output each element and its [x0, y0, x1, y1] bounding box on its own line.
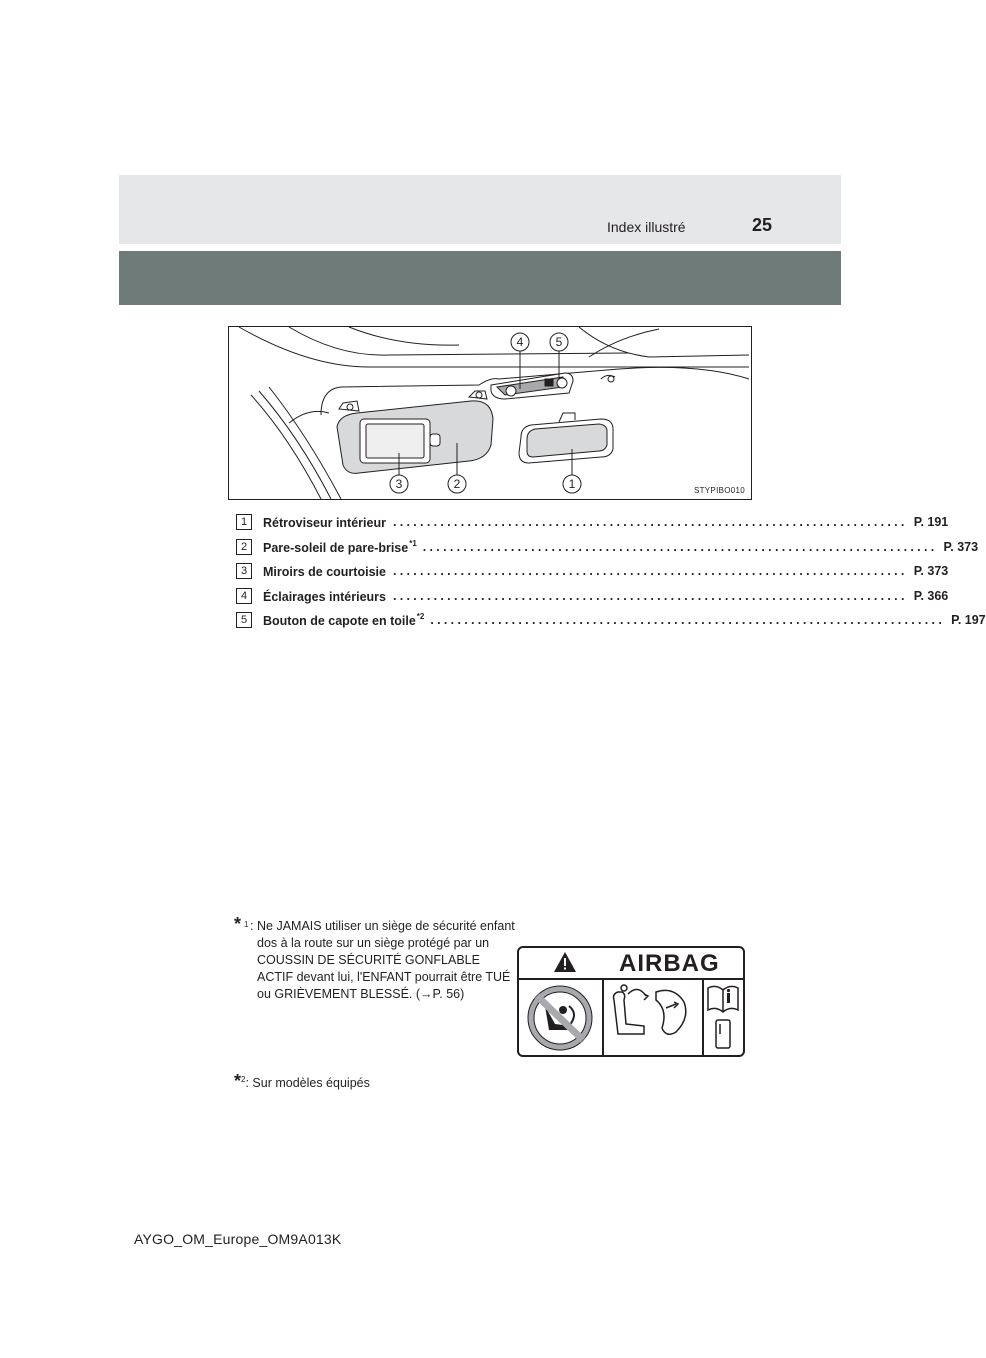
callout-2: 2 — [453, 477, 461, 491]
leader-dots: ............................................................................ — [422, 539, 938, 554]
list-item — [236, 535, 979, 560]
footnote-2 — [234, 1071, 370, 1092]
figure-code: STYPIBO010 — [693, 486, 745, 495]
prohibited-child-seat-icon — [519, 980, 602, 1055]
item-label: Pare-soleil de pare-brise$^{*1}$ — [263, 538, 417, 555]
page-reference[interactable]: P. 366 — [913, 588, 949, 603]
read-manual-icon — [704, 980, 743, 1055]
page-reference[interactable]: P. 373 — [913, 564, 949, 579]
footnote-star: * — [234, 1071, 242, 1091]
warning-triangle-icon — [553, 951, 577, 973]
list-item — [236, 608, 986, 633]
manual-reference-pictogram — [704, 980, 743, 1055]
document-id: AYGO_OM_Europe_OM9A013K — [134, 1231, 342, 1247]
interior-illustration — [228, 326, 752, 500]
headliner-drawing — [229, 327, 751, 499]
leader-dots: ............................................................................ — [430, 613, 946, 628]
footnote-star: * — [234, 914, 242, 934]
no-rear-facing-seat-pictogram — [519, 980, 604, 1055]
footnote-marker: 2 — [241, 1074, 246, 1084]
page-reference[interactable]: P. 197 — [951, 613, 986, 628]
item-number: 2 — [236, 539, 252, 555]
section-title: Index illustré — [607, 219, 686, 235]
leader-dots: ............................................................................ — [392, 564, 908, 579]
seat-airbag-icon — [604, 980, 702, 1055]
footnote-marker: 1 — [244, 920, 249, 929]
header-band — [119, 251, 841, 305]
header-bar — [119, 175, 841, 244]
footnote-colon: : — [250, 919, 254, 933]
leader-dots: ............................................................................ — [392, 515, 908, 530]
airbag-label-header — [519, 948, 743, 980]
item-number: 1 — [236, 514, 252, 530]
airbag-title: AIRBAG — [619, 950, 720, 977]
list-item — [236, 584, 949, 609]
callout-5: 5 — [555, 335, 563, 349]
page-reference[interactable]: P. 191 — [913, 515, 949, 530]
callout-1: 1 — [568, 477, 576, 491]
list-item — [236, 510, 949, 535]
item-list — [236, 510, 986, 633]
leader-dots: ............................................................................ — [392, 588, 908, 603]
callout-4: 4 — [516, 335, 524, 349]
airbag-warning-label — [517, 946, 745, 1057]
airbag-pictograms — [519, 980, 743, 1055]
item-number: 3 — [236, 563, 252, 579]
list-item — [236, 559, 949, 584]
item-label: Miroirs de courtoisie — [263, 565, 386, 580]
item-number: 5 — [236, 612, 252, 628]
seat-airbag-pictogram — [604, 980, 704, 1055]
page-reference[interactable]: P. 373 — [943, 539, 979, 554]
footnote-text: : Sur modèles équipés — [245, 1076, 370, 1090]
item-number: 4 — [236, 588, 252, 604]
item-label: Éclairages intérieurs — [263, 589, 386, 604]
footnote-text: Ne JAMAIS utiliser un siège de sécurité enfant dos à la route sur un siège protégé par un COUSSIN DE SÉCURITÉ GONFLABLE ACTIF devant lui, l'ENFANT pourrait être TUÉ ou GRIÈVEMENT BLESSÉ. (→P. 56) — [257, 919, 515, 1001]
callout-3: 3 — [395, 477, 403, 491]
item-label: Rétroviseur intérieur — [263, 516, 386, 531]
page-number: 25 — [752, 215, 773, 235]
item-label: Bouton de capote en toile$^{*2}$ — [263, 612, 425, 629]
